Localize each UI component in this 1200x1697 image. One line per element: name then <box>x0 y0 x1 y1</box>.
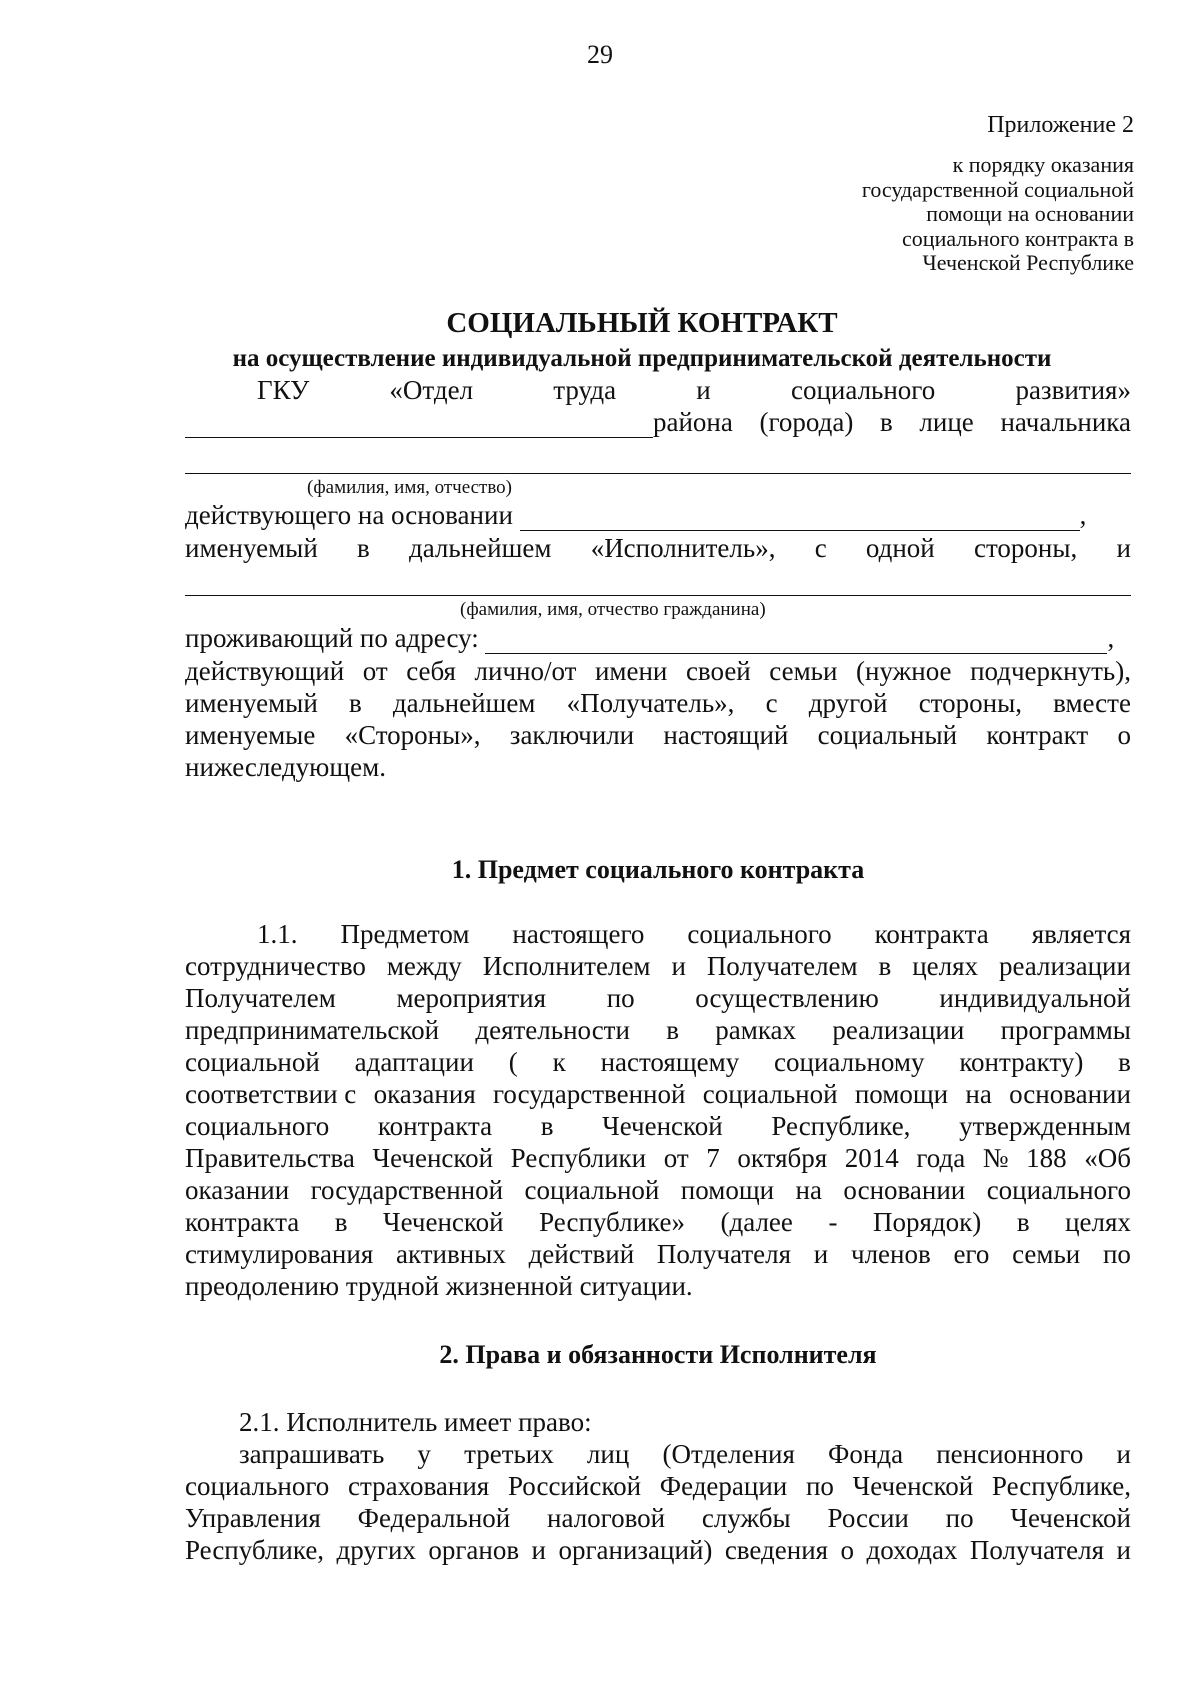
word: между <box>386 951 462 981</box>
word: социальной <box>702 1079 838 1109</box>
word: труда <box>553 375 617 405</box>
word: развития» <box>1015 375 1131 405</box>
section1-line <box>185 982 1131 1014</box>
word: социальному <box>774 1047 925 1077</box>
word: другой <box>808 688 888 718</box>
word: Республике, <box>185 1535 325 1565</box>
word: Республике, <box>771 1111 911 1141</box>
word: ГКУ <box>257 375 310 405</box>
section2-line <box>185 1502 1131 1534</box>
word: программы <box>1000 1015 1131 1045</box>
word: «Стороны», <box>344 720 481 750</box>
word: пенсионного <box>936 1439 1084 1469</box>
word: социальный <box>817 720 958 750</box>
word: - <box>828 1207 838 1237</box>
word: Исполнителем <box>482 951 651 981</box>
word: адаптации <box>354 1047 474 1077</box>
word: и <box>696 375 711 405</box>
word: к <box>552 1047 566 1077</box>
word: оказании <box>185 1175 290 1205</box>
word: целях <box>912 951 979 981</box>
word: ( <box>508 1047 518 1077</box>
word: оказания <box>373 1079 476 1109</box>
word: социального <box>986 1175 1131 1205</box>
word: других <box>336 1535 416 1565</box>
intro-line <box>185 499 1131 531</box>
punctuation: , <box>1079 500 1087 530</box>
word: контракт <box>986 720 1089 750</box>
word: о <box>840 1535 855 1565</box>
word: и <box>531 1535 546 1565</box>
word: основании <box>1009 1079 1131 1109</box>
word: социальной <box>185 1047 320 1077</box>
word: является <box>1031 919 1131 949</box>
intro-line <box>185 532 1131 564</box>
word: сведения <box>724 1535 829 1565</box>
word: своей <box>685 656 751 686</box>
word: от <box>663 1143 689 1173</box>
page-number: 29 <box>587 40 613 69</box>
word: на <box>795 1175 822 1205</box>
word: семьи <box>769 656 838 686</box>
word: стимулирования <box>185 1239 374 1269</box>
word: по <box>606 983 635 1013</box>
word: лиц <box>586 1439 630 1469</box>
word: Чеченской <box>602 1111 723 1141</box>
section1-line <box>185 1206 1131 1238</box>
word: настоящего <box>512 919 645 949</box>
word: осуществлению <box>695 983 879 1013</box>
word: налоговой <box>547 1503 666 1533</box>
document-title: СОЦИАЛЬНЫЙ КОНТРАКТ <box>446 307 838 339</box>
word: по <box>1102 1239 1131 1269</box>
appendix-reference <box>714 153 1134 276</box>
section2-item: 2.1. Исполнитель имеет право: <box>239 1407 592 1437</box>
residing-text: проживающий по адресу: <box>185 623 479 653</box>
word: 1.1. <box>257 919 298 949</box>
word: социального <box>185 1471 330 1501</box>
word: социального <box>687 919 832 949</box>
word: Федеральной <box>357 1503 511 1533</box>
section-heading: 2. Права и обязанности Исполнителя <box>439 1340 877 1369</box>
word: Получателя <box>656 1239 792 1269</box>
word: в <box>1016 1207 1030 1237</box>
word: России <box>827 1503 909 1533</box>
word: Республике» <box>539 1207 685 1237</box>
word: дальнейшем <box>392 688 536 718</box>
word: именуемые <box>185 720 316 750</box>
word: Получателя <box>969 1535 1105 1565</box>
word: доходах <box>866 1535 958 1565</box>
word: в <box>878 951 892 981</box>
section2-line <box>185 1470 1131 1502</box>
intro-paragraph-line <box>185 719 1131 751</box>
word: именуемый <box>185 533 318 563</box>
word: 7 <box>706 1143 720 1173</box>
section-heading: 1. Предмет социального контракта <box>451 855 865 884</box>
caption-fio: (фамилия, имя, отчество) <box>307 477 513 498</box>
appendix-reference-line: к порядку оказания <box>952 152 1134 177</box>
word: мероприятия <box>396 983 547 1013</box>
word: реализации <box>998 951 1131 981</box>
intro-line <box>185 622 1131 654</box>
appendix-reference-line: государственной социальной <box>861 176 1134 202</box>
word: о <box>1117 720 1131 750</box>
word: контракта <box>874 919 989 949</box>
section1-line <box>185 1238 1131 1270</box>
word: стороны, <box>973 533 1078 563</box>
word: помощи <box>680 1175 775 1205</box>
blank-line-address <box>485 629 1107 654</box>
word: и <box>671 951 686 981</box>
blank-line-district <box>185 411 653 438</box>
word: действий <box>528 1239 635 1269</box>
word: семьи <box>1012 1239 1081 1269</box>
word: действующий <box>185 656 345 686</box>
word: индивидуальной <box>939 983 1131 1013</box>
section1-line <box>185 1014 1131 1046</box>
word: членов <box>850 1239 931 1269</box>
section2-line <box>185 1534 1131 1566</box>
word: социальной <box>524 1175 660 1205</box>
word: подчеркнуть), <box>970 656 1131 686</box>
word: имени <box>594 656 668 686</box>
intro-line-text: района (города) в лице начальника <box>653 407 1131 437</box>
word: 2014 <box>844 1143 899 1173</box>
word: государственной <box>493 1079 686 1109</box>
word: заключили <box>509 720 635 750</box>
word: Чеченской <box>383 1207 504 1237</box>
word: Республики <box>510 1143 647 1173</box>
word: настоящему <box>600 1047 740 1077</box>
word: «Об <box>1084 1143 1131 1173</box>
blank-line-fio <box>185 473 1131 474</box>
word: лично/от <box>474 656 577 686</box>
word: и <box>1116 1535 1131 1565</box>
word: утвержденным <box>959 1111 1131 1141</box>
word: в <box>357 533 370 563</box>
word: и <box>813 1239 829 1269</box>
word: настоящий <box>663 720 789 750</box>
section1-line <box>185 950 1131 982</box>
caption-fio-citizen: (фамилия, имя, отчество гражданина) <box>460 599 766 620</box>
word: Федерации <box>659 1471 788 1501</box>
acting-basis-text: действующего на основании <box>185 500 513 530</box>
word: «Отдел <box>389 375 474 405</box>
word: «Получатель», <box>566 688 735 718</box>
word: в <box>334 1207 348 1237</box>
section1-line <box>185 1046 1131 1078</box>
blank-line-fio-citizen <box>185 595 1131 596</box>
word: с <box>814 533 827 563</box>
word: контракта <box>377 1111 493 1141</box>
word: октября <box>737 1143 828 1173</box>
intro-line <box>185 406 1131 438</box>
word: Получателем <box>185 983 336 1013</box>
word: (нужное <box>856 656 952 686</box>
word: его <box>953 1239 990 1269</box>
intro-paragraph-line: нижеследующем. <box>185 752 386 782</box>
word: Управления <box>185 1503 321 1533</box>
word: Чеченской <box>1010 1503 1131 1533</box>
word: помощи <box>854 1079 949 1109</box>
word: на <box>965 1079 992 1109</box>
word: Порядок) <box>873 1207 982 1237</box>
word: года <box>916 1143 966 1173</box>
word: «Исполнитель», <box>590 533 776 563</box>
word: деятельности <box>475 1015 630 1045</box>
word: Фонда <box>828 1439 904 1469</box>
word: Чеченской <box>852 1471 974 1501</box>
word: Чеченской <box>372 1143 494 1173</box>
word: рамках <box>715 1015 797 1045</box>
word: сотрудничество <box>185 951 366 981</box>
word: в <box>348 688 362 718</box>
appendix-reference-line: Чеченской Республике <box>922 250 1134 275</box>
punctuation: , <box>1107 623 1115 653</box>
word: в <box>666 1015 679 1045</box>
document-subtitle: на осуществление индивидуальной предпринимательской деятельности <box>232 345 1052 372</box>
section1-line <box>257 918 1131 950</box>
word: вместе <box>1053 688 1131 718</box>
section1-line: преодолению трудной жизненной ситуации. <box>185 1271 693 1301</box>
word: запрашивать <box>239 1439 385 1469</box>
word: в <box>540 1111 554 1141</box>
word: основании <box>843 1175 966 1205</box>
word: Получателем <box>706 951 858 981</box>
word: реализации <box>832 1015 965 1045</box>
word: 188 <box>1026 1143 1067 1173</box>
word: стороны, <box>918 688 1022 718</box>
word: целях <box>1065 1207 1131 1237</box>
word: организаций) <box>558 1535 713 1565</box>
word: у <box>417 1439 431 1469</box>
appendix-reference-line: социального контракта в <box>902 225 1134 251</box>
intro-line <box>257 374 1131 406</box>
section1-line <box>185 1110 1131 1142</box>
word: предпринимательской <box>185 1015 440 1045</box>
word: с <box>765 688 778 718</box>
intro-paragraph-line <box>185 687 1131 719</box>
appendix-reference-line: помощи на основании <box>926 201 1134 226</box>
intro-paragraph-line <box>185 655 1131 687</box>
word: органов <box>428 1535 520 1565</box>
word: социального <box>790 375 936 405</box>
word: контракту) <box>959 1047 1084 1077</box>
word: и <box>1116 533 1131 563</box>
section2-line <box>239 1438 1131 1470</box>
word: по <box>945 1503 974 1533</box>
word: и <box>1116 1439 1131 1469</box>
word: страхования <box>347 1471 490 1501</box>
word: социального <box>185 1111 330 1141</box>
section1-line <box>185 1142 1131 1174</box>
word: № <box>982 1143 1009 1173</box>
word: (далее <box>720 1207 793 1237</box>
word: Правительства <box>185 1143 355 1173</box>
word: контракта <box>185 1207 300 1237</box>
word: по <box>805 1471 834 1501</box>
word: от <box>362 656 388 686</box>
appendix-label: Приложение 2 <box>987 112 1134 138</box>
word: дальнейшем <box>408 533 552 563</box>
word: Предметом <box>340 919 470 949</box>
section1-line <box>185 1174 1131 1206</box>
word: себя <box>406 656 456 686</box>
word: соответствии с <box>185 1079 357 1109</box>
word: третьих <box>464 1439 554 1469</box>
word: именуемый <box>185 688 318 718</box>
word: (Отделения <box>662 1439 795 1469</box>
blank-line-basis <box>520 506 1080 531</box>
word: службы <box>701 1503 791 1533</box>
word: в <box>1118 1047 1131 1077</box>
word: Республике, <box>991 1471 1131 1501</box>
word: государственной <box>310 1175 504 1205</box>
section1-line <box>185 1078 1131 1110</box>
word: одной <box>865 533 935 563</box>
word: Российской <box>507 1471 642 1501</box>
word: активных <box>395 1239 506 1269</box>
